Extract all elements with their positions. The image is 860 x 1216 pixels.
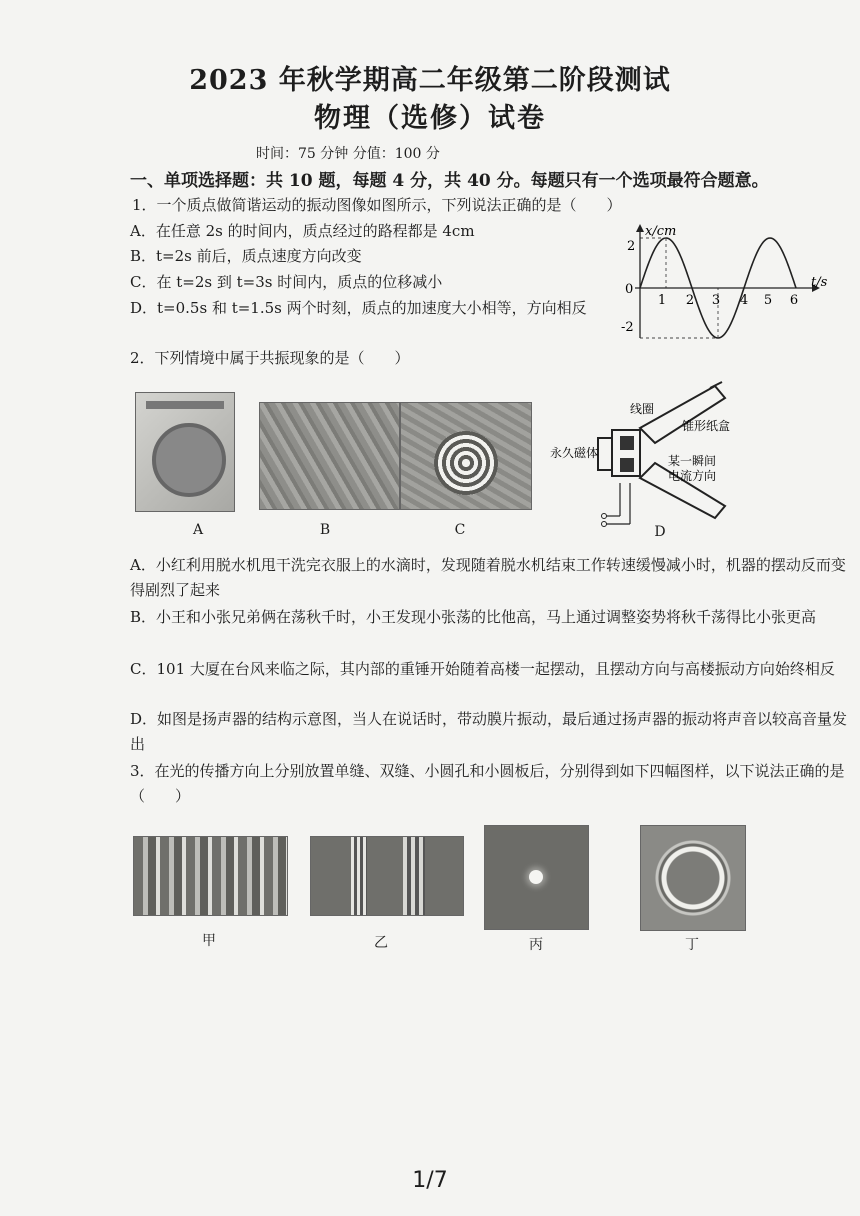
bright-spot — [529, 870, 543, 884]
label-current-1: 某一瞬间 — [668, 454, 717, 468]
label-cone: 锥形纸盒 — [682, 419, 731, 433]
x-tick-6: 6 — [789, 293, 799, 308]
y-tick-neg2: -2 — [621, 320, 634, 335]
q1-option-c: C．在 t=2s 到 t=3s 时间内，质点的位移减小 — [130, 273, 443, 291]
y-tick-2: 2 — [627, 239, 636, 254]
q3-caption-ding: 丁 — [685, 937, 699, 953]
q3-pattern-yi — [310, 836, 464, 916]
x-axis-label: t/s — [811, 275, 828, 290]
terminal-1 — [602, 514, 607, 519]
q3-pattern-bing — [484, 825, 589, 930]
stacked-rings — [434, 431, 498, 495]
exam-time-score: 时间：75 分钟 分值：100 分 — [256, 146, 440, 162]
q2-caption-b: B — [319, 522, 331, 538]
washer-panel — [146, 401, 224, 409]
q3-caption-bing: 丙 — [529, 937, 543, 953]
page-number: 1/7 — [412, 1168, 448, 1193]
q2-option-b: B．小王和小张兄弟俩在荡秋千时，小王发现小张荡的比他高，马上通过调整姿势将秋千荡得比小张更高 — [130, 608, 817, 626]
y-axis-arrow — [636, 224, 644, 232]
q3-caption-jia: 甲 — [202, 933, 216, 949]
fringe-right — [403, 837, 425, 915]
q2-figure-b-photo — [259, 402, 400, 510]
q2-option-c: C．101 大厦在台风来临之际，其内部的重锤开始随着高楼一起摆动，且摆动方向与高楼振动方向始终相反 — [130, 660, 835, 678]
q2-stem: 2．下列情境中属于共振现象的是（ ） — [130, 349, 410, 367]
q1-option-a: A．在任意 2s 的时间内，质点经过的路程都是 4cm — [130, 222, 475, 240]
section-heading: 一、单项选择题：共 10 题，每题 4 分，共 40 分。每题只有一个选项最符合题意。 — [130, 171, 769, 191]
q3-pattern-jia — [133, 836, 288, 916]
fringe-left — [351, 837, 367, 915]
q3-pattern-ding — [640, 825, 746, 931]
q1-stem: 1．一个质点做简谐运动的振动图像如图所示，下列说法正确的是（ ） — [132, 196, 622, 214]
x-tick-5: 5 — [763, 293, 773, 308]
diffraction-rings — [653, 838, 733, 918]
q3-caption-yi: 乙 — [374, 935, 388, 951]
exam-subtitle: 物理（选修）试卷 — [314, 103, 546, 134]
y-axis-label: x/cm — [645, 224, 677, 239]
label-current-2: 电流方向 — [668, 469, 717, 483]
terminal-2 — [602, 522, 607, 527]
q2-option-a: A．小红利用脱水机甩干洗完衣服上的水滴时，发现随着脱水机结束工作转速缓慢减小时，机器的摆动反而变得剧烈了起来 — [130, 556, 846, 599]
q1-option-b: B．t=2s 前后，质点速度方向改变 — [130, 247, 362, 265]
q2-caption-a: A — [192, 522, 204, 538]
q2-option-d: D．如图是扬声器的结构示意图，当人在说话时，带动膜片振动，最后通过扬声器的振动将声音以较高音量发出 — [130, 710, 848, 753]
q2-figure-a-washer — [135, 392, 235, 512]
x-tick-3: 3 — [711, 293, 721, 308]
q2-caption-c: C — [454, 522, 466, 538]
q2-figure-c-photo — [400, 402, 532, 510]
magnet-lower — [620, 458, 634, 472]
exam-title: 2023 年秋学期高二年级第二阶段测试 — [189, 65, 671, 96]
q2-caption-d: D — [654, 524, 666, 540]
x-tick-1: 1 — [657, 293, 667, 308]
magnet-body — [598, 438, 612, 470]
q3-stem: 3．在光的传播方向上分别放置单缝、双缝、小圆孔和小圆板后，分别得到如下四幅图样，以下说法正确的是（ ） — [130, 762, 845, 805]
label-coil: 线圈 — [630, 402, 655, 416]
magnet-upper — [620, 436, 634, 450]
label-magnet: 永久磁体 — [550, 446, 599, 460]
origin-label: 0 — [625, 282, 634, 297]
washer-door — [152, 423, 226, 497]
x-tick-2: 2 — [685, 293, 695, 308]
q2-figure-d-speaker — [550, 378, 770, 528]
q1-option-d: D．t=0.5s 和 t=1.5s 两个时刻，质点的加速度大小相等，方向相反 — [130, 299, 587, 317]
x-tick-4: 4 — [739, 293, 749, 308]
q1-vibration-graph — [615, 218, 830, 348]
